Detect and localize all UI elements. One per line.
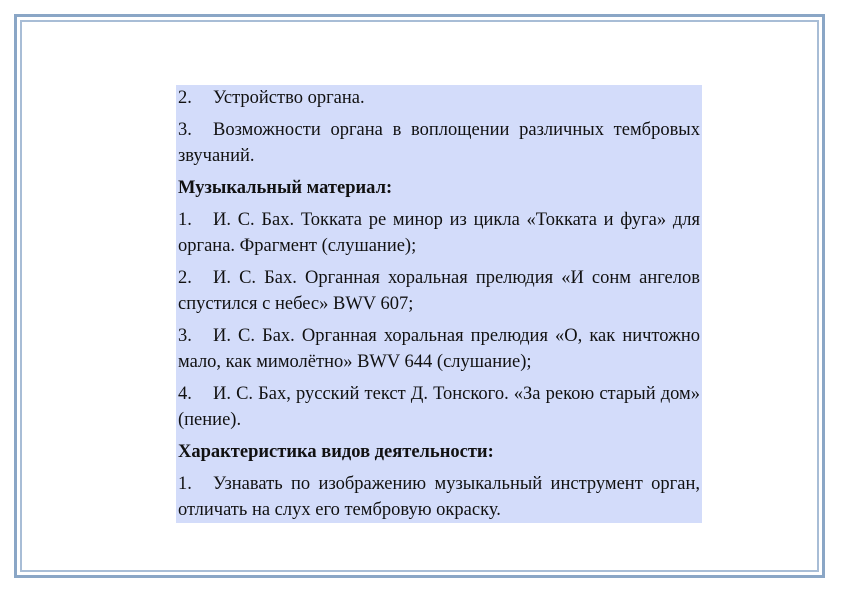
list-item-text: Узнавать по изображению музыкальный инструмент орган, отличать на слух его тембровую окраску. [178, 474, 700, 520]
list-item [176, 381, 702, 433]
list-item-text: Устройство органа. [213, 88, 365, 108]
list-item-number: 3. [178, 326, 192, 346]
list-item-text: И. С. Бах. Органная хоральная прелюдия «О, как ничтожно мало, как мимолётно» BWV 644 (слушание); [178, 326, 700, 372]
list-item [176, 323, 702, 375]
list-item-number: 3. [178, 120, 192, 140]
section-heading-music: Музыкальный материал: [178, 178, 393, 198]
list-item-text: Возможности органа в воплощении различных тембровых звучаний. [178, 120, 700, 166]
list-item-text: И. С. Бах, русский текст Д. Тонского. «За рекою старый дом» (пение). [178, 384, 700, 430]
list-item [176, 117, 702, 169]
lesson-text-block [176, 85, 702, 523]
section-heading-activity: Характеристика видов деятельности: [178, 442, 494, 462]
list-item-number: 1. [178, 474, 192, 494]
list-item-text: И. С. Бах. Органная хоральная прелюдия «И сонм ангелов спустился с небес» BWV 607; [178, 268, 700, 314]
list-item-number: 2. [178, 268, 192, 288]
list-item-number: 1. [178, 210, 192, 230]
list-item-number: 2. [178, 88, 192, 108]
list-item [176, 471, 702, 523]
list-item [176, 265, 702, 317]
list-item [176, 207, 702, 259]
list-item-text: И. С. Бах. Токката ре минор из цикла «Токката и фуга» для органа. Фрагмент (слушание); [178, 210, 700, 256]
list-item-number: 4. [178, 384, 192, 404]
list-item [176, 85, 702, 111]
